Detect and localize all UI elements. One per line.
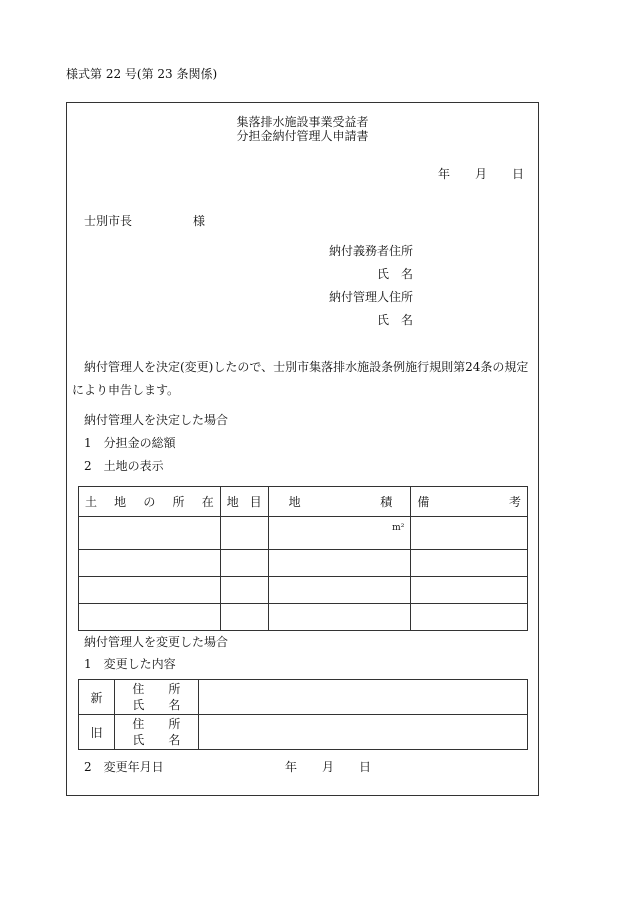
header-area: 地 積	[268, 487, 411, 517]
addressee: 士別市長	[84, 214, 133, 228]
land-table	[78, 486, 528, 631]
form-title-line1: 集落排水施設事業受益者	[236, 115, 369, 129]
remarks-cell[interactable]	[411, 577, 528, 604]
manager-name-label-1: 氏	[377, 313, 390, 327]
table-row	[79, 517, 528, 550]
remarks-cell[interactable]	[411, 517, 528, 550]
date-year: 年	[438, 167, 451, 181]
header-remarks: 備 考	[411, 487, 528, 517]
date-day: 日	[512, 167, 525, 181]
table-row	[79, 577, 528, 604]
decided-heading: 納付管理人を決定した場合	[84, 413, 229, 427]
change-date-day: 日	[359, 760, 372, 774]
area-cell[interactable]	[268, 550, 411, 577]
header-location: 土 地 の 所 在	[79, 487, 221, 517]
category-cell[interactable]	[220, 517, 268, 550]
old-label: 旧	[79, 715, 115, 750]
changed-heading: 納付管理人を変更した場合	[84, 635, 229, 649]
location-cell[interactable]	[79, 577, 221, 604]
obligor-address-label: 納付義務者住所	[329, 244, 414, 258]
body-text-line1: 納付管理人を決定(変更)したので、士別市集落排水施設条例施行規則第24条の規定	[84, 360, 529, 374]
decided-item-land: 2 土地の表示	[84, 459, 164, 473]
change-date-month: 月	[322, 760, 335, 774]
form-number: 様式第 22 号(第 23 条関係)	[66, 67, 218, 81]
old-field-labels: 住 所 氏 名	[114, 715, 198, 750]
table-row	[79, 550, 528, 577]
table-row	[79, 715, 528, 750]
manager-name-label-2: 名	[401, 313, 414, 327]
area-unit: m²	[392, 523, 405, 533]
area-cell[interactable]	[268, 604, 411, 631]
change-table	[78, 679, 528, 750]
table-row	[79, 604, 528, 631]
manager-address-label: 納付管理人住所	[329, 290, 414, 304]
land-table-header	[79, 487, 528, 517]
obligor-name-label-2: 名	[401, 267, 414, 281]
location-cell[interactable]	[79, 550, 221, 577]
new-label: 新	[79, 680, 115, 715]
table-row	[79, 680, 528, 715]
location-cell[interactable]	[79, 604, 221, 631]
old-value-cell[interactable]	[198, 715, 527, 750]
remarks-cell[interactable]	[411, 604, 528, 631]
obligor-name-label-1: 氏	[377, 267, 390, 281]
category-cell[interactable]	[220, 550, 268, 577]
area-cell[interactable]	[268, 577, 411, 604]
body-text-line2: により申告します。	[72, 383, 180, 397]
changed-item-content: 1 変更した内容	[84, 657, 176, 671]
new-field-labels: 住 所 氏 名	[114, 680, 198, 715]
category-cell[interactable]	[220, 604, 268, 631]
date-month: 月	[475, 167, 488, 181]
changed-item-date: 2 変更年月日	[84, 760, 164, 774]
decided-item-total: 1 分担金の総額	[84, 436, 176, 450]
change-date-year: 年	[285, 760, 298, 774]
honorific: 様	[193, 214, 206, 228]
form-title-line2: 分担金納付管理人申請書	[236, 129, 369, 143]
category-cell[interactable]	[220, 577, 268, 604]
header-land-category: 地 目	[220, 487, 268, 517]
location-cell[interactable]	[79, 517, 221, 550]
remarks-cell[interactable]	[411, 550, 528, 577]
new-value-cell[interactable]	[198, 680, 527, 715]
area-cell[interactable]	[268, 517, 411, 550]
